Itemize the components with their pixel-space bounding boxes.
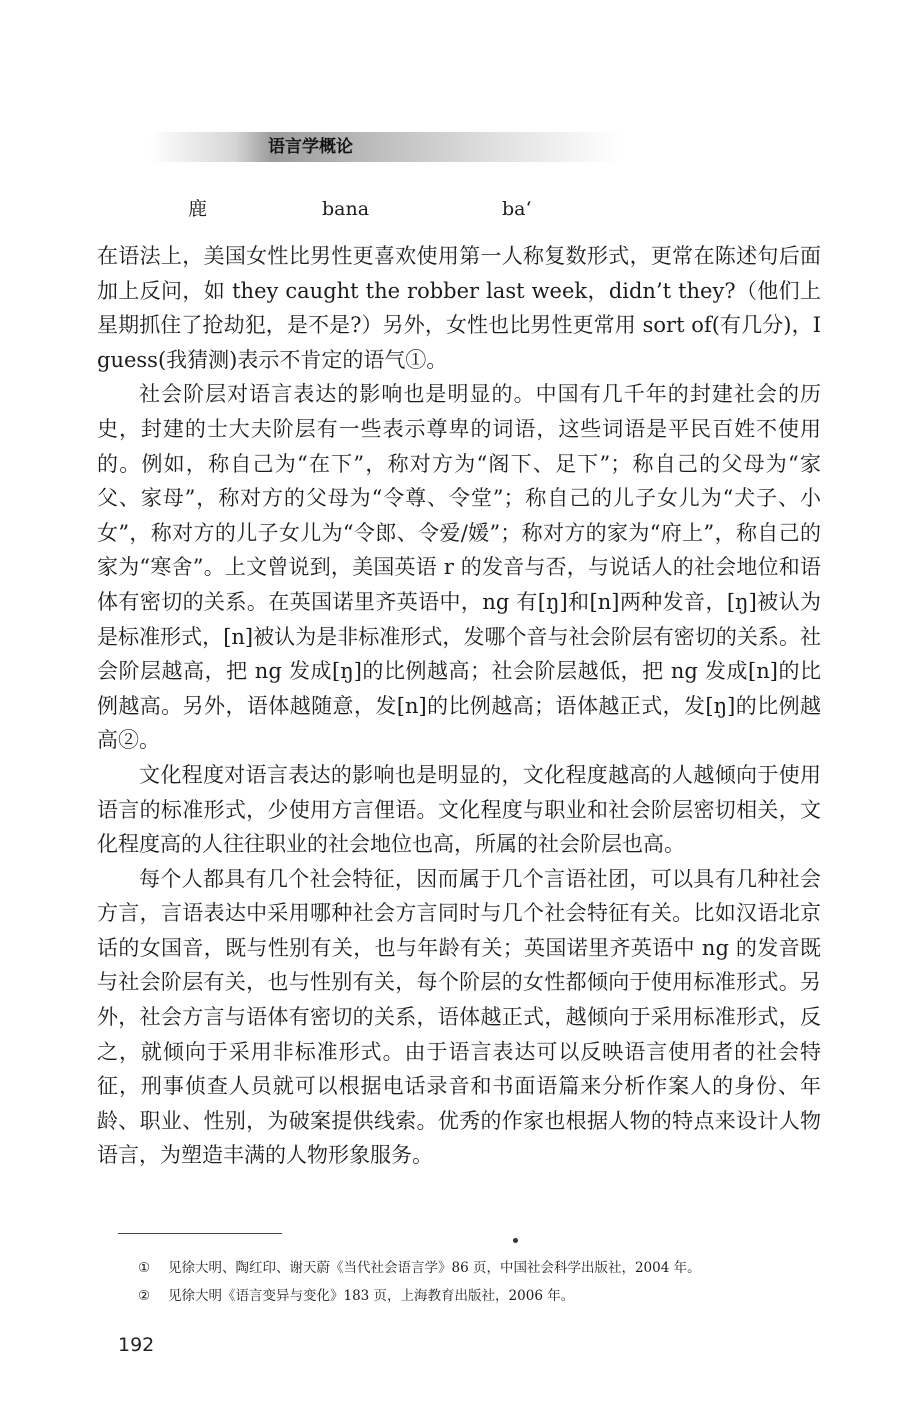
page-number: 192: [118, 1334, 155, 1356]
footnote-text: 见徐大明《语言变异与变化》183 页，上海教育出版社，2006 年。: [168, 1288, 575, 1304]
footnote-mark: ②: [138, 1288, 151, 1304]
example-word: 鹿: [188, 198, 208, 220]
footnote-mark: ①: [138, 1260, 151, 1276]
footnote-divider: [118, 1233, 282, 1234]
paragraph: 社会阶层对语言表达的影响也是明显的。中国有几千年的封建社会的历史，封建的士大夫阶层有一些表示尊卑的词语，这些词语是平民百姓不使用的。例如，称自己为“在下”，称对方为“阁下、足下”；称自己的父母为“家父、家母”，称对方的父母为“令尊、令堂”；称自己的儿子女儿为“犬子、小女”，称对方的儿子女儿为“令郎、令爱/媛”；称对方的家为“府上”，称自己的家为“寒舍”。上文曾说到，美国英语 r 的发音与否，与说话人的社会地位和语体有密切的关系。在英国诺里齐英语中，ng 有[ŋ]和[n]两种发音，[ŋ]被认为是标准形式，[n]被认为是非标准形式，发哪个音与社会阶层有密切的关系。社会阶层越高，把 ng 发成[ŋ]的比例越高；社会阶层越低，把 ng 发成[n]的比例越高。另外，语体越随意，发[n]的比例越高；语体越正式，发[ŋ]的比例越高②。: [97, 382, 821, 753]
body-text: [97, 239, 821, 1173]
paragraph: 文化程度对语言表达的影响也是明显的，文化程度越高的人越倾向于使用语言的标准形式，少使用方言俚语。文化程度与职业和社会阶层密切相关，文化程度高的人往往职业的社会地位也高，所属的社会阶层也高。: [97, 762, 821, 857]
running-header-title: 语言学概论: [268, 137, 353, 157]
paragraph: 每个人都具有几个社会特征，因而属于几个言语社团，可以具有几种社会方言，言语表达中采用哪种社会方言同时与几个社会特征有关。比如汉语北京话的女国音，既与性别有关，也与年龄有关；英国诺里齐英语中 ng 的发音既与社会阶层有关，也与性别有关，每个阶层的女性都倾向于使用标准形式。另外，社会方言与语体有密切的关系，语体越正式，越倾向于采用标准形式，反之，就倾向于采用非标准形式。由于语言表达可以反映语言使用者的社会特征，刑事侦查人员就可以根据电话录音和书面语篇来分析作案人的身份、年龄、职业、性别，为破案提供线索。优秀的作家也根据人物的特点来设计人物语言，为塑造丰满的人物形象服务。: [97, 866, 821, 1168]
example-form-1: bana: [322, 198, 370, 220]
paragraph: 在语法上，美国女性比男性更喜欢使用第一人称复数形式，更常在陈述句后面加上反问，如 they caught the robber last week，didn’t they?（他们上星期抓住了抢劫犯，是不是?）另外，女性也比男性更常用 sort of(有几分)，I guess(我猜测)表示不肯定的语气①。: [97, 244, 821, 372]
footnote: [138, 1282, 838, 1310]
footnote-text: 见徐大明、陶红印、谢天蔚《当代社会语言学》86 页，中国社会科学出版社，2004 年。: [168, 1260, 701, 1276]
example-form-2: ba‘: [502, 198, 532, 220]
header-band: [150, 132, 620, 162]
footnote: [138, 1254, 838, 1282]
ink-dot: [513, 1238, 518, 1243]
example-row: [0, 195, 900, 223]
footnotes: [138, 1254, 838, 1310]
